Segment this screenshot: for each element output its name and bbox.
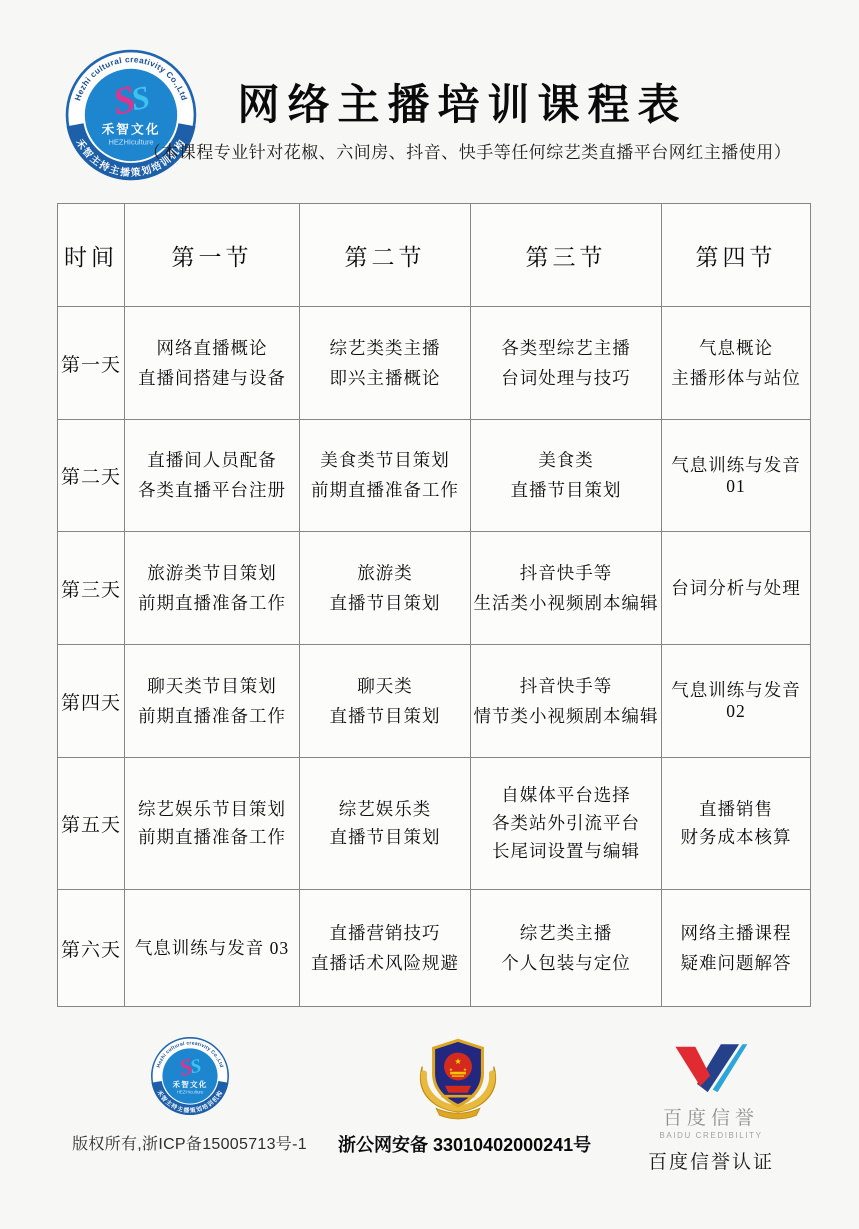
course-line: 各类直播平台注册: [138, 480, 286, 500]
course-line: 前期直播准备工作: [138, 705, 286, 726]
course-cell: [125, 645, 300, 758]
course-line: 自媒体平台选择: [501, 785, 631, 805]
course-cell: [662, 420, 811, 532]
course-cell: [662, 532, 811, 645]
course-line: 直播间搭建与设备: [138, 367, 286, 388]
day-cell: 第五天: [58, 758, 125, 890]
course-cell: [471, 890, 662, 1007]
column-header-period-1: 第一节: [125, 204, 300, 307]
course-line: 个人包装与定位: [501, 952, 631, 973]
course-cell: [125, 420, 300, 532]
course-line: 旅游类: [357, 562, 413, 583]
table-row: [58, 307, 811, 420]
column-header-period-3: 第三节: [471, 204, 662, 307]
course-cell: [300, 758, 471, 890]
course-line: 直播话术风险规避: [311, 952, 459, 973]
police-badge-icon: [410, 1034, 506, 1120]
course-line: 台词处理与技巧: [501, 367, 631, 388]
course-cell: [125, 307, 300, 420]
column-header-period-4: 第四节: [662, 204, 811, 307]
course-line: 前期直播准备工作: [138, 827, 286, 847]
table-row: [58, 532, 811, 645]
footer-copyright-block: [72, 1036, 307, 1154]
course-cell: [125, 890, 300, 1007]
table-row: [58, 890, 811, 1007]
company-logo-small-icon: [150, 1036, 230, 1116]
footer-baidu-block: [616, 1042, 806, 1174]
column-header-period-2: 第二节: [300, 204, 471, 307]
day-cell: 第六天: [58, 890, 125, 1007]
page-subtitle: （本课程专业针对花椒、六间房、抖音、快手等任何综艺类直播平台网红主播使用）: [143, 143, 792, 162]
course-cell: [125, 758, 300, 890]
table-row: [58, 420, 811, 532]
course-cell: [662, 645, 811, 758]
course-cell: [471, 420, 662, 532]
course-cell: [471, 645, 662, 758]
course-line: 综艺娱乐节目策划: [138, 799, 286, 819]
course-line: 气息训练与发音 01: [671, 454, 801, 496]
course-cell: [662, 758, 811, 890]
course-line: 前期直播准备工作: [311, 480, 459, 500]
course-line: 旅游类节目策划: [147, 562, 277, 583]
course-line: 生活类小视频剧本编辑: [473, 592, 659, 613]
course-cell: [662, 307, 811, 420]
course-line: 抖音快手等: [519, 675, 613, 696]
course-line: 综艺类主播: [519, 922, 613, 943]
course-line: 抖音快手等: [519, 562, 613, 583]
police-record-text: 浙公网安备 33010402000241号: [338, 1135, 592, 1155]
course-cell: [300, 890, 471, 1007]
course-line: 气息训练与发音 03: [134, 937, 290, 958]
course-cell: [471, 307, 662, 420]
baidu-credibility-icon: [673, 1042, 749, 1096]
course-line: 综艺类类主播: [329, 337, 441, 358]
table-row: [58, 645, 811, 758]
baidu-credibility-title: 百度信誉: [662, 1108, 759, 1129]
column-header-time: 时间: [58, 204, 125, 307]
course-line: 气息训练与发音 02: [671, 680, 801, 721]
course-line: 直播节目策划: [510, 480, 622, 500]
course-line: 直播节目策划: [329, 592, 441, 613]
course-line: 长尾词设置与编辑: [492, 841, 640, 861]
course-line: 情节类小视频剧本编辑: [473, 705, 659, 726]
day-cell: 第二天: [58, 420, 125, 532]
table-row: [58, 758, 811, 890]
copyright-text: 版权所有,浙ICP备15005713号-1: [72, 1136, 307, 1153]
course-cell: [125, 532, 300, 645]
footer-police-block: [338, 1034, 592, 1157]
course-line: 台词分析与处理: [671, 577, 801, 598]
baidu-certification-text: 百度信誉认证: [647, 1152, 774, 1173]
course-cell: [471, 532, 662, 645]
course-line: 气息概论: [699, 337, 773, 358]
course-line: 各类型综艺主播: [501, 337, 631, 358]
course-line: 各类站外引流平台: [492, 813, 640, 833]
course-line: 直播节目策划: [329, 827, 441, 847]
course-schedule-table: [57, 203, 811, 1007]
course-line: 聊天类: [357, 675, 413, 696]
course-cell: [662, 890, 811, 1007]
course-line: 网络直播概论: [156, 337, 268, 358]
course-line: 直播营销技巧: [329, 922, 441, 943]
day-cell: 第三天: [58, 532, 125, 645]
course-line: 主播形体与站位: [671, 367, 801, 388]
course-line: 财务成本核算: [680, 827, 792, 847]
course-line: 直播间人员配备: [147, 450, 277, 470]
table-header-row: [58, 204, 811, 307]
day-cell: 第一天: [58, 307, 125, 420]
course-line: 前期直播准备工作: [138, 592, 286, 613]
course-line: 即兴主播概论: [329, 367, 441, 388]
course-line: 直播销售: [699, 799, 773, 819]
course-line: 疑难问题解答: [680, 952, 792, 973]
course-line: 聊天类节目策划: [147, 675, 277, 696]
course-table-body: [58, 307, 811, 1007]
course-line: 网络主播课程: [680, 922, 792, 943]
course-cell: [300, 532, 471, 645]
course-cell: [471, 758, 662, 890]
course-cell: [300, 645, 471, 758]
course-cell: [300, 420, 471, 532]
baidu-credibility-subtitle: BAIDU CREDIBILITY: [659, 1131, 763, 1140]
course-line: 直播节目策划: [329, 705, 441, 726]
course-cell: [300, 307, 471, 420]
course-line: 美食类节目策划: [320, 450, 450, 470]
course-line: 综艺娱乐类: [338, 799, 432, 819]
course-line: 美食类: [538, 450, 594, 470]
page-title: 网络主播培训课程表: [237, 83, 688, 129]
day-cell: 第四天: [58, 645, 125, 758]
